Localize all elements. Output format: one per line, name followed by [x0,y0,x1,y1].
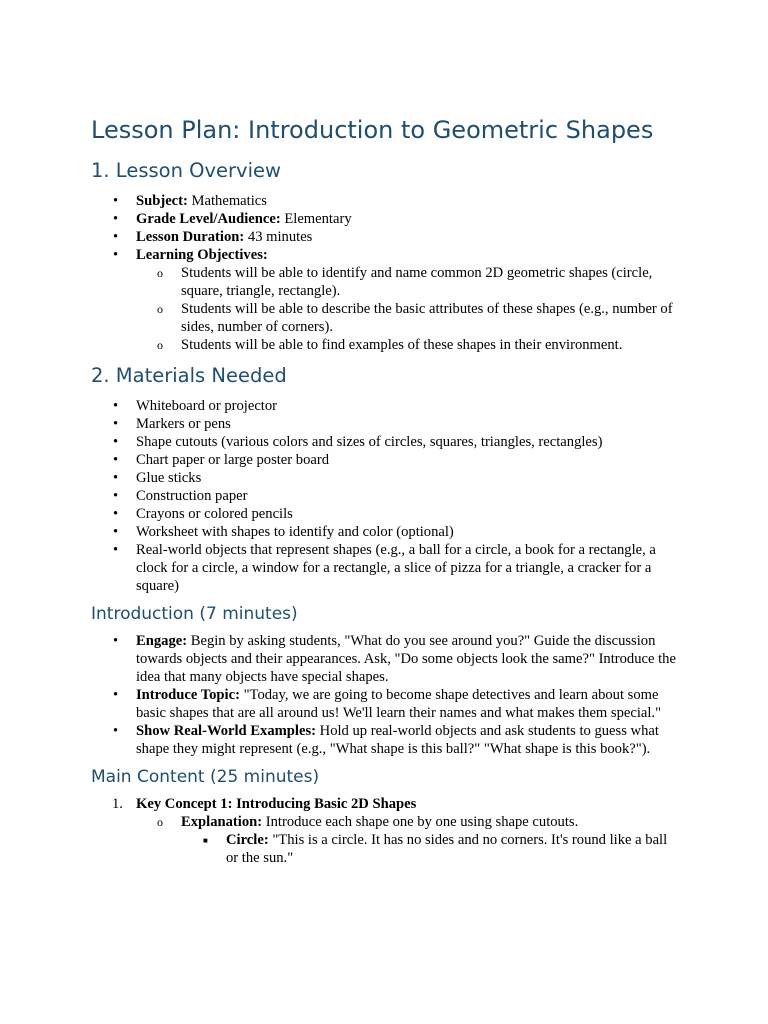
bullet-marker: • [113,633,119,649]
materials-list [91,397,681,595]
objective-item [136,336,681,354]
bullet-marker: • [113,470,119,486]
bullet-marker: • [113,211,119,227]
topic-text: "Today, we are going to become shape detectives and learn about some basic shapes that are all around us! We'll learn their names and what makes them special." [136,687,662,721]
bullet-marker: • [113,416,119,432]
material-text: Worksheet with shapes to identify and color (optional) [136,524,454,540]
section-heading-main-content: Main Content (25 minutes) [91,767,320,787]
duration-label: Lesson Duration: [136,229,245,245]
list-item [91,246,681,354]
explanation-label: Explanation: [181,814,263,830]
material-item [91,469,681,487]
material-item [91,505,681,523]
examples-text: Hold up real-world objects and ask students to guess what shape they might represent (e.g., "What shape is this ball?" "What shape is this book?"). [136,723,659,757]
material-item [91,523,681,541]
objective-text: Students will be able to find examples of these shapes in their environment. [181,337,623,353]
list-item [91,632,681,686]
section-heading-materials: 2. Materials Needed [91,364,287,387]
list-number: 1. [112,796,123,812]
engage-text: Begin by asking students, "What do you see around you?" Guide the discussion towards objects and their appearances. Ask, "Do some objects look the same?" Introduce the idea that many objects have special shapes. [136,633,676,685]
material-text: Crayons or colored pencils [136,506,293,522]
objective-text: Students will be able to describe the basic attributes of these shapes (e.g., number of sides, number of corners). [181,301,673,335]
material-text: Shape cutouts (various colors and sizes of circles, squares, triangles, rectangles) [136,434,603,450]
list-item [181,831,681,867]
list-item [91,228,681,246]
material-item [91,433,681,451]
bullet-marker: • [113,723,119,739]
bullet-marker: • [113,488,119,504]
concept-sublist [136,813,681,867]
objectives-label: Learning Objectives: [136,247,268,263]
explanation-text: Introduce each shape one by one using shape cutouts. [265,814,579,830]
overview-list [91,192,681,354]
bullet-marker: • [113,434,119,450]
material-item [91,487,681,505]
material-text: Construction paper [136,488,248,504]
concept-label: Key Concept 1: Introducing Basic 2D Shapes [136,796,417,812]
topic-label: Introduce Topic: [136,687,240,703]
section-heading-introduction: Introduction (7 minutes) [91,604,298,624]
bullet-marker: • [113,542,119,558]
material-text: Markers or pens [136,416,231,432]
document-content [91,113,681,867]
material-text: Whiteboard or projector [136,398,278,414]
shape-list [181,831,681,867]
bullet-marker: • [113,247,119,263]
duration-value: 43 minutes [247,229,313,245]
objectives-list [136,264,681,354]
sub-bullet-marker: o [157,815,163,829]
material-text: Real-world objects that represent shapes (e.g., a ball for a circle, a book for a rectangle, a clock for a circle, a window for a rectangle, a slice of pizza for a triangle, a cracker for a square) [136,542,656,594]
bullet-marker: • [113,398,119,414]
material-item [91,451,681,469]
sub-bullet-marker: o [157,266,163,280]
material-item [91,415,681,433]
section-heading-overview: 1. Lesson Overview [91,159,281,182]
bullet-marker: • [113,193,119,209]
examples-label: Show Real-World Examples: [136,723,316,739]
bullet-marker: • [113,524,119,540]
circle-text: "This is a circle. It has no sides and no corners. It's round like a ball or the sun." [226,832,668,866]
material-text: Chart paper or large poster board [136,452,330,468]
objective-item [136,264,681,300]
page-title: Lesson Plan: Introduction to Geometric Shapes [91,116,654,144]
subject-value: Mathematics [191,193,267,209]
subject-label: Subject: [136,193,188,209]
engage-label: Engage: [136,633,188,649]
bullet-marker: • [113,229,119,245]
introduction-list [91,632,681,758]
square-bullet-marker: ■ [203,836,208,845]
grade-value: Elementary [284,211,352,227]
circle-label: Circle: [226,832,269,848]
material-item [91,541,681,595]
grade-label: Grade Level/Audience: [136,211,281,227]
material-item [91,397,681,415]
bullet-marker: • [113,506,119,522]
sub-bullet-marker: o [157,302,163,316]
list-item [91,192,681,210]
material-text: Glue sticks [136,470,202,486]
main-content-list [91,795,681,867]
bullet-marker: • [113,452,119,468]
list-item [91,722,681,758]
bullet-marker: • [113,687,119,703]
list-item [91,686,681,722]
list-item [91,795,681,867]
list-item [91,210,681,228]
list-item [136,813,681,867]
objective-text: Students will be able to identify and name common 2D geometric shapes (circle, square, triangle, rectangle). [181,265,653,299]
sub-bullet-marker: o [157,338,163,352]
objective-item [136,300,681,336]
